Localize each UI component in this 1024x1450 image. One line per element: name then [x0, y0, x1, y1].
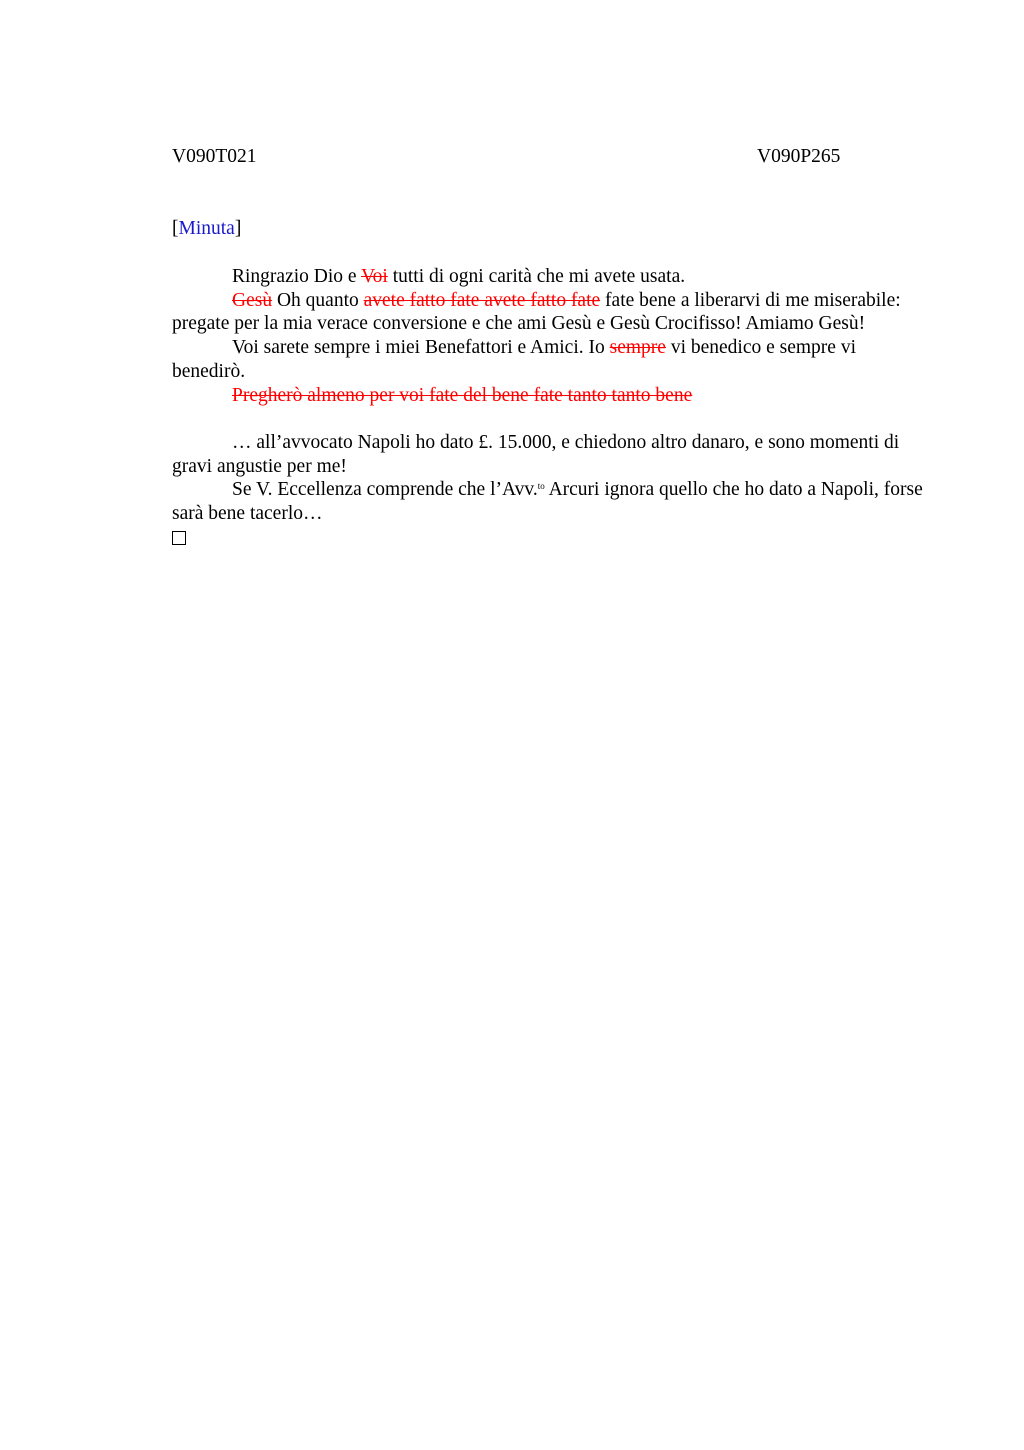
- paragraph-3: [172, 336, 932, 383]
- deleted-text: Pregherò almeno per voi fate del bene fate tanto tanto bene: [232, 384, 693, 406]
- label-minuta: Minuta: [178, 218, 235, 239]
- paragraph-5: [172, 431, 932, 478]
- text-run: Ringrazio Dio e: [232, 266, 362, 287]
- document-label: [172, 218, 241, 240]
- text-run: … all’avvocato Napoli ho dato £. 15.000, e chiedono altro danaro, e sono momenti di gravi angustie per me!: [172, 431, 900, 477]
- bracket-open: [: [172, 218, 179, 239]
- text-run: vi benedico e sempre vi benedirò.: [172, 337, 856, 382]
- paragraph-4: [172, 384, 932, 408]
- document-code-left: V090T021: [172, 146, 257, 167]
- paragraph-6: [172, 478, 932, 525]
- text-run: Voi sarete sempre i miei Benefattori e Amici. Io: [232, 337, 610, 359]
- paragraph-2: [172, 289, 932, 336]
- text-run: fate bene a liberarvi di me miserabile: pregate per la mia verace conversione e che ami Gesù e Gesù Crocifisso! Amiamo Gesù!: [172, 289, 901, 335]
- paragraph-1: [172, 265, 932, 289]
- deleted-text: avete fatto fate avete fatto fate: [363, 289, 601, 311]
- deleted-text: Voi: [361, 266, 388, 287]
- paragraph-gap: [172, 407, 932, 431]
- document-code-right: V090P265: [757, 146, 841, 167]
- deleted-text: sempre: [609, 337, 666, 359]
- text-run: Se V. Eccellenza comprende che l’Avv.: [232, 479, 538, 501]
- bracket-close: ]: [234, 218, 242, 239]
- end-square-icon: [172, 531, 186, 545]
- deleted-text: Gesù: [232, 289, 273, 311]
- text-run: Oh quanto: [272, 289, 364, 311]
- text-run: tutti di ogni carità che mi avete usata.: [387, 266, 686, 287]
- letter-body: [172, 265, 932, 551]
- superscript-abbrev: to: [537, 481, 545, 492]
- text-run: Arcuri ignora quello che ho dato a Napoli, forse sarà bene tacerlo…: [172, 479, 923, 525]
